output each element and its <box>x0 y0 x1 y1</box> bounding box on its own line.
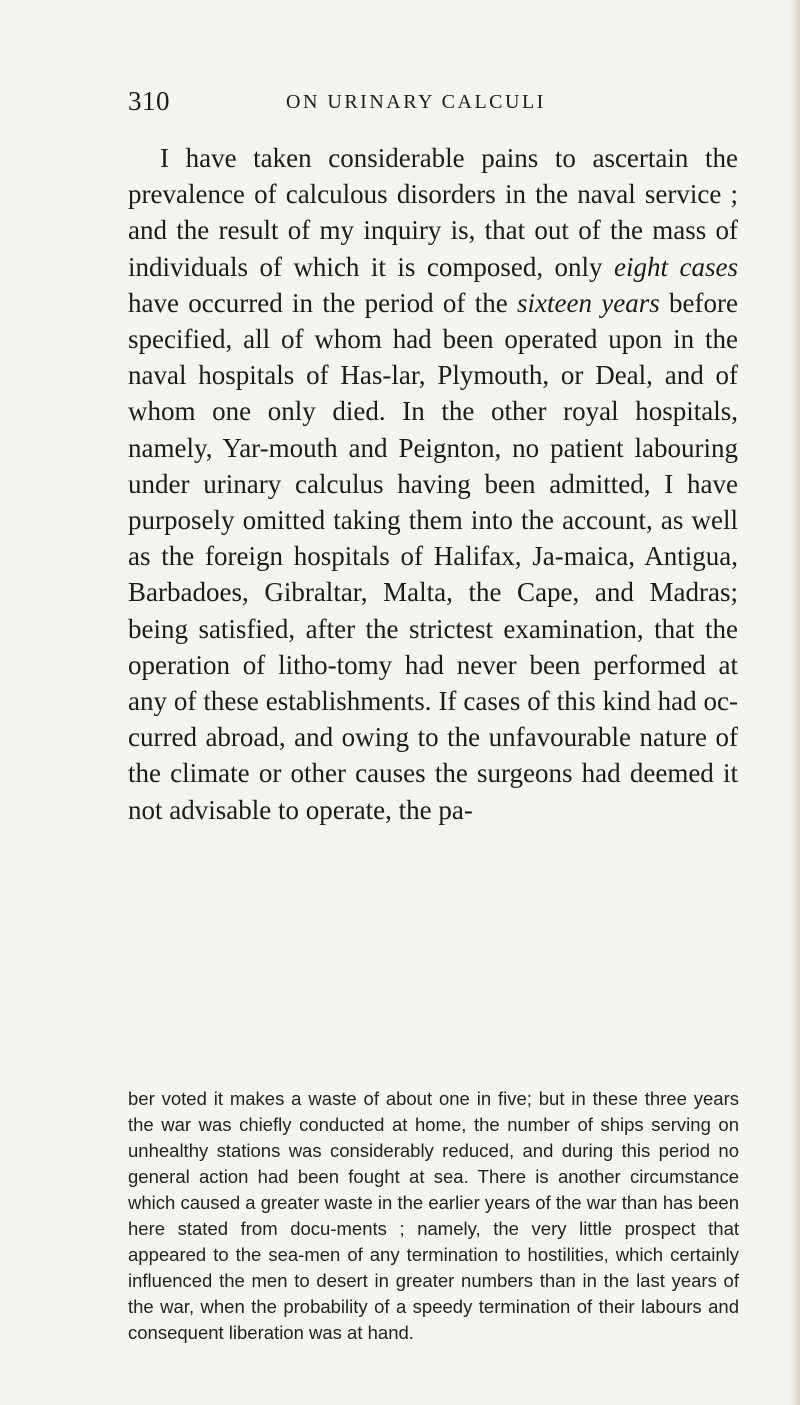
body-text-part: have occurred in the period of the <box>128 287 517 318</box>
paragraph <box>128 140 738 828</box>
body-text-part: I have taken considerable pains to ascertain the prevalence of calculous disorders in the naval service ; and the result of my inquiry is, that out of the mass of individuals of which it is composed, only <box>128 143 738 282</box>
italic-phrase: sixteen years <box>516 287 660 318</box>
page-edge-shadow <box>790 0 800 1405</box>
footnote-text: ber voted it makes a waste of about one in five; but in these three years the war was chiefly conducted at home, the number of ships serving on unhealthy stations was considerably reduced, and during this period no general action had been fought at sea. There is another circumstance which caused a greater waste in the earlier years of the war than has been here stated from docu-ments ; namely, the very little prospect that appeared to the sea-men of any termination to hostilities, which certainly influenced the men to desert in greater numbers than in the last years of the war, when the probability of a speedy termination of their labours and consequent liberation was at hand. <box>128 1088 739 1343</box>
italic-phrase: eight cases <box>614 251 738 282</box>
running-title: ON URINARY CALCULI <box>286 91 546 113</box>
footnote <box>128 1086 739 1346</box>
main-paragraph <box>128 140 738 828</box>
page-header <box>128 86 748 122</box>
page-number: 310 <box>128 86 170 116</box>
body-text-part: before specified, all of whom had been operated upon in the naval hospitals of Has-lar, Plymouth, or Deal, and of whom one only died. In the other royal hospitals, namely, Yar-mouth and Peignton, no patient labouring under urinary calculus having been admitted, I have purposely omitted taking them into the account, as well as the foreign hospitals of Halifax, Ja-maica, Antigua, Barbadoes, Gibraltar, Malta, the Cape, and Madras; being satisfied, after the strictest examination, that the operation of litho-tomy had never been performed at any of these establishments. If cases of this kind had oc-curred abroad, and owing to the unfavourable nature of the climate or other causes the surgeons had deemed it not advisable to operate, the pa- <box>128 287 738 825</box>
